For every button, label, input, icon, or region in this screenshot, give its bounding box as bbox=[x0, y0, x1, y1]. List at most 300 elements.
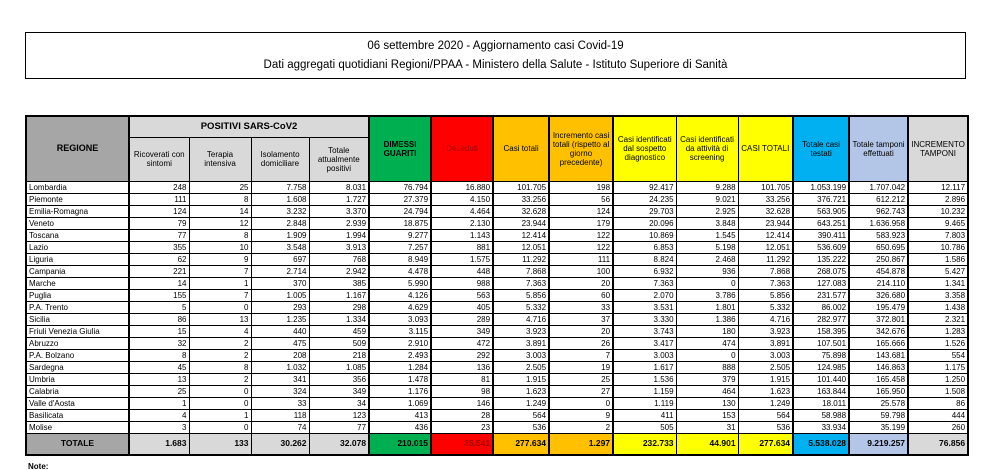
value-cell: 1.053.199 bbox=[793, 181, 849, 193]
total-value-cell: 277.634 bbox=[738, 433, 793, 455]
value-cell: 111 bbox=[549, 253, 613, 265]
value-cell: 155 bbox=[129, 289, 189, 301]
column-header-screening: Casi identificati da attività di screening bbox=[676, 116, 738, 181]
value-cell: 214.110 bbox=[849, 277, 908, 289]
value-cell: 12.051 bbox=[738, 241, 793, 253]
region-name-cell: Friuli Venezia Giulia bbox=[26, 325, 129, 337]
value-cell: 768 bbox=[309, 253, 369, 265]
value-cell: 33.934 bbox=[793, 421, 849, 433]
total-value-cell: 210.015 bbox=[369, 433, 431, 455]
value-cell: 448 bbox=[431, 265, 493, 277]
value-cell: 20.096 bbox=[613, 217, 676, 229]
value-cell: 135.222 bbox=[793, 253, 849, 265]
total-value-cell: 5.538.028 bbox=[793, 433, 849, 455]
value-cell: 6.853 bbox=[613, 241, 676, 253]
value-cell: 1.478 bbox=[369, 373, 431, 385]
value-cell: 1.545 bbox=[676, 229, 738, 241]
value-cell: 208 bbox=[251, 349, 309, 361]
value-cell: 0 bbox=[189, 397, 251, 409]
value-cell: 3.923 bbox=[738, 325, 793, 337]
value-cell: 650.695 bbox=[849, 241, 908, 253]
region-name-cell: Sicilia bbox=[26, 313, 129, 325]
value-cell: 1.915 bbox=[493, 373, 549, 385]
region-name-cell: Marche bbox=[26, 277, 129, 289]
value-cell: 1.707.042 bbox=[849, 181, 908, 193]
value-cell: 268.075 bbox=[793, 265, 849, 277]
value-cell: 342.676 bbox=[849, 325, 908, 337]
table-row bbox=[26, 349, 968, 361]
region-name-cell: Veneto bbox=[26, 217, 129, 229]
value-cell: 436 bbox=[369, 421, 431, 433]
value-cell: 59.798 bbox=[849, 409, 908, 421]
value-cell: 3.531 bbox=[613, 301, 676, 313]
value-cell: 218 bbox=[309, 349, 369, 361]
total-value-cell: 1.297 bbox=[549, 433, 613, 455]
value-cell: 2 bbox=[189, 349, 251, 361]
value-cell: 1.032 bbox=[251, 361, 309, 373]
value-cell: 13 bbox=[129, 373, 189, 385]
column-header-ricoverati: Ricoverati con sintomi bbox=[129, 137, 189, 181]
value-cell: 127.083 bbox=[793, 277, 849, 289]
value-cell: 100 bbox=[549, 265, 613, 277]
value-cell: 32.628 bbox=[493, 205, 549, 217]
report-title-box bbox=[25, 32, 966, 79]
value-cell: 19 bbox=[549, 361, 613, 373]
value-cell: 3.358 bbox=[908, 289, 968, 301]
value-cell: 1.617 bbox=[613, 361, 676, 373]
value-cell: 9.288 bbox=[676, 181, 738, 193]
value-cell: 101.705 bbox=[738, 181, 793, 193]
value-cell: 12.414 bbox=[493, 229, 549, 241]
value-cell: 20 bbox=[549, 325, 613, 337]
value-cell: 7.758 bbox=[251, 181, 309, 193]
value-cell: 3.370 bbox=[309, 205, 369, 217]
value-cell: 583.923 bbox=[849, 229, 908, 241]
value-cell: 11.292 bbox=[738, 253, 793, 265]
value-cell: 888 bbox=[676, 361, 738, 373]
value-cell: 2.714 bbox=[251, 265, 309, 277]
value-cell: 12 bbox=[189, 217, 251, 229]
value-cell: 1.575 bbox=[431, 253, 493, 265]
table-row bbox=[26, 373, 968, 385]
value-cell: 413 bbox=[369, 409, 431, 421]
table-row bbox=[26, 313, 968, 325]
value-cell: 1.005 bbox=[251, 289, 309, 301]
value-cell: 459 bbox=[309, 325, 369, 337]
value-cell: 1.508 bbox=[908, 385, 968, 397]
value-cell: 25 bbox=[189, 181, 251, 193]
total-value-cell: 1.683 bbox=[129, 433, 189, 455]
value-cell: 349 bbox=[431, 325, 493, 337]
value-cell: 405 bbox=[431, 301, 493, 313]
value-cell: 936 bbox=[676, 265, 738, 277]
value-cell: 7.363 bbox=[493, 277, 549, 289]
value-cell: 5.856 bbox=[493, 289, 549, 301]
value-cell: 3 bbox=[129, 421, 189, 433]
value-cell: 475 bbox=[251, 337, 309, 349]
value-cell: 1.249 bbox=[738, 397, 793, 409]
value-cell: 10.786 bbox=[908, 241, 968, 253]
value-cell: 5.990 bbox=[369, 277, 431, 289]
value-cell: 101.705 bbox=[493, 181, 549, 193]
region-name-cell: Toscana bbox=[26, 229, 129, 241]
value-cell: 1.176 bbox=[369, 385, 431, 397]
value-cell: 7.868 bbox=[493, 265, 549, 277]
value-cell: 3.548 bbox=[251, 241, 309, 253]
column-header-incremento-casi: Incremento casi totali (rispetto al giorno precedente) bbox=[549, 116, 613, 181]
value-cell: 5 bbox=[129, 301, 189, 313]
value-cell: 3.232 bbox=[251, 205, 309, 217]
value-cell: 563.905 bbox=[793, 205, 849, 217]
value-cell: 260 bbox=[908, 421, 968, 433]
value-cell: 248 bbox=[129, 181, 189, 193]
value-cell: 5.332 bbox=[738, 301, 793, 313]
value-cell: 6.932 bbox=[613, 265, 676, 277]
value-cell: 0 bbox=[189, 385, 251, 397]
value-cell: 612.212 bbox=[849, 193, 908, 205]
value-cell: 282.977 bbox=[793, 313, 849, 325]
value-cell: 124 bbox=[129, 205, 189, 217]
covid-data-table bbox=[25, 115, 969, 456]
value-cell: 1.636.958 bbox=[849, 217, 908, 229]
column-header-deceduti: Deceduti bbox=[431, 116, 493, 181]
value-cell: 165.950 bbox=[849, 385, 908, 397]
value-cell: 9.021 bbox=[676, 193, 738, 205]
value-cell: 4.716 bbox=[738, 313, 793, 325]
value-cell: 13 bbox=[189, 313, 251, 325]
region-name-cell: P.A. Bolzano bbox=[26, 349, 129, 361]
table-row bbox=[26, 277, 968, 289]
value-cell: 292 bbox=[431, 349, 493, 361]
value-cell: 1.284 bbox=[369, 361, 431, 373]
value-cell: 0 bbox=[189, 421, 251, 433]
value-cell: 3.891 bbox=[493, 337, 549, 349]
value-cell: 2.468 bbox=[676, 253, 738, 265]
value-cell: 14 bbox=[189, 205, 251, 217]
table-row bbox=[26, 265, 968, 277]
value-cell: 7 bbox=[189, 289, 251, 301]
value-cell: 34 bbox=[309, 397, 369, 409]
value-cell: 165.666 bbox=[849, 337, 908, 349]
value-cell: 2.505 bbox=[738, 361, 793, 373]
value-cell: 12.117 bbox=[908, 181, 968, 193]
value-cell: 341 bbox=[251, 373, 309, 385]
value-cell: 5.198 bbox=[676, 241, 738, 253]
table-row bbox=[26, 337, 968, 349]
value-cell: 8 bbox=[189, 361, 251, 373]
value-cell: 3.115 bbox=[369, 325, 431, 337]
value-cell: 86 bbox=[129, 313, 189, 325]
region-name-cell: Emilia-Romagna bbox=[26, 205, 129, 217]
value-cell: 35.199 bbox=[849, 421, 908, 433]
column-header-casi-totali: Casi totali bbox=[493, 116, 549, 181]
value-cell: 33.256 bbox=[493, 193, 549, 205]
value-cell: 8 bbox=[189, 229, 251, 241]
value-cell: 536 bbox=[738, 421, 793, 433]
value-cell: 77 bbox=[309, 421, 369, 433]
value-cell: 7.363 bbox=[613, 277, 676, 289]
value-cell: 3.786 bbox=[676, 289, 738, 301]
value-cell: 1.438 bbox=[908, 301, 968, 313]
value-cell: 2 bbox=[549, 421, 613, 433]
value-cell: 5.332 bbox=[493, 301, 549, 313]
total-value-cell: 35.541 bbox=[431, 433, 493, 455]
table-row bbox=[26, 205, 968, 217]
value-cell: 20 bbox=[549, 277, 613, 289]
table-row bbox=[26, 301, 968, 313]
value-cell: 118 bbox=[251, 409, 309, 421]
value-cell: 31 bbox=[676, 421, 738, 433]
column-header-attualmente-positivi: Totale attualmente positivi bbox=[309, 137, 369, 181]
value-cell: 24.794 bbox=[369, 205, 431, 217]
value-cell: 1.994 bbox=[309, 229, 369, 241]
value-cell: 7.868 bbox=[738, 265, 793, 277]
table-row bbox=[26, 289, 968, 301]
value-cell: 454.878 bbox=[849, 265, 908, 277]
column-header-casi-testati: Totale casi testati bbox=[793, 116, 849, 181]
value-cell: 33.256 bbox=[738, 193, 793, 205]
value-cell: 33 bbox=[549, 301, 613, 313]
value-cell: 58.988 bbox=[793, 409, 849, 421]
value-cell: 7 bbox=[189, 265, 251, 277]
value-cell: 23.944 bbox=[493, 217, 549, 229]
value-cell: 18.875 bbox=[369, 217, 431, 229]
value-cell: 180 bbox=[676, 325, 738, 337]
value-cell: 1.249 bbox=[493, 397, 549, 409]
value-cell: 81 bbox=[431, 373, 493, 385]
value-cell: 298 bbox=[309, 301, 369, 313]
value-cell: 3.923 bbox=[493, 325, 549, 337]
report-title-line2: Dati aggregati quotidiani Regioni/PPAA - Ministero della Salute - Istituto Superiore di Sanità bbox=[263, 59, 728, 71]
value-cell: 326.680 bbox=[849, 289, 908, 301]
value-cell: 324 bbox=[251, 385, 309, 397]
value-cell: 505 bbox=[613, 421, 676, 433]
value-cell: 25 bbox=[549, 373, 613, 385]
value-cell: 356 bbox=[309, 373, 369, 385]
table-row bbox=[26, 421, 968, 433]
value-cell: 289 bbox=[431, 313, 493, 325]
value-cell: 2.130 bbox=[431, 217, 493, 229]
value-cell: 29.703 bbox=[613, 205, 676, 217]
value-cell: 98 bbox=[431, 385, 493, 397]
value-cell: 25 bbox=[129, 385, 189, 397]
value-cell: 3.330 bbox=[613, 313, 676, 325]
value-cell: 379 bbox=[676, 373, 738, 385]
value-cell: 9.465 bbox=[908, 217, 968, 229]
region-name-cell: Lazio bbox=[26, 241, 129, 253]
table-row bbox=[26, 181, 968, 193]
value-cell: 355 bbox=[129, 241, 189, 253]
table-row bbox=[26, 409, 968, 421]
value-cell: 564 bbox=[493, 409, 549, 421]
column-group-positivi: POSITIVI SARS-CoV2 bbox=[129, 116, 369, 137]
column-header-tamponi-effettuati: Totale tamponi effettuati bbox=[849, 116, 908, 181]
value-cell: 2 bbox=[189, 337, 251, 349]
value-cell: 16.880 bbox=[431, 181, 493, 193]
column-header-terapia-intensiva: Terapia intensiva bbox=[189, 137, 251, 181]
value-cell: 123 bbox=[309, 409, 369, 421]
value-cell: 25.578 bbox=[849, 397, 908, 409]
value-cell: 2 bbox=[189, 373, 251, 385]
region-name-cell: Puglia bbox=[26, 289, 129, 301]
total-value-cell: 76.856 bbox=[908, 433, 968, 455]
value-cell: 2.939 bbox=[309, 217, 369, 229]
value-cell: 92.417 bbox=[613, 181, 676, 193]
table-row bbox=[26, 193, 968, 205]
value-cell: 3.417 bbox=[613, 337, 676, 349]
table-row bbox=[26, 229, 968, 241]
value-cell: 4 bbox=[189, 325, 251, 337]
value-cell: 163.844 bbox=[793, 385, 849, 397]
value-cell: 0 bbox=[676, 277, 738, 289]
value-cell: 564 bbox=[738, 409, 793, 421]
value-cell: 2.070 bbox=[613, 289, 676, 301]
value-cell: 1 bbox=[129, 397, 189, 409]
value-cell: 231.577 bbox=[793, 289, 849, 301]
value-cell: 554 bbox=[908, 349, 968, 361]
region-name-cell: Abruzzo bbox=[26, 337, 129, 349]
value-cell: 79 bbox=[129, 217, 189, 229]
value-cell: 5.427 bbox=[908, 265, 968, 277]
value-cell: 370 bbox=[251, 277, 309, 289]
value-cell: 372.801 bbox=[849, 313, 908, 325]
value-cell: 45 bbox=[129, 361, 189, 373]
value-cell: 12.414 bbox=[738, 229, 793, 241]
value-cell: 143.681 bbox=[849, 349, 908, 361]
total-label-cell: TOTALE bbox=[26, 433, 129, 455]
value-cell: 1.386 bbox=[676, 313, 738, 325]
value-cell: 643.251 bbox=[793, 217, 849, 229]
value-cell: 24.235 bbox=[613, 193, 676, 205]
value-cell: 1.167 bbox=[309, 289, 369, 301]
value-cell: 146 bbox=[431, 397, 493, 409]
value-cell: 107.501 bbox=[793, 337, 849, 349]
report-title-line1: 06 settembre 2020 - Aggiornamento casi Covid-19 bbox=[367, 40, 624, 52]
value-cell: 1.915 bbox=[738, 373, 793, 385]
column-header-dimessi-guariti: DIMESSI GUARITI bbox=[369, 116, 431, 181]
value-cell: 1.536 bbox=[613, 373, 676, 385]
value-cell: 1.235 bbox=[251, 313, 309, 325]
value-cell: 165.458 bbox=[849, 373, 908, 385]
region-name-cell: Campania bbox=[26, 265, 129, 277]
value-cell: 12.051 bbox=[493, 241, 549, 253]
value-cell: 27 bbox=[549, 385, 613, 397]
value-cell: 1.334 bbox=[309, 313, 369, 325]
value-cell: 2.896 bbox=[908, 193, 968, 205]
value-cell: 4.464 bbox=[431, 205, 493, 217]
value-cell: 3.891 bbox=[738, 337, 793, 349]
value-cell: 7 bbox=[549, 349, 613, 361]
value-cell: 0 bbox=[189, 301, 251, 313]
value-cell: 1.143 bbox=[431, 229, 493, 241]
value-cell: 2.321 bbox=[908, 313, 968, 325]
value-cell: 376.721 bbox=[793, 193, 849, 205]
value-cell: 11.292 bbox=[493, 253, 549, 265]
value-cell: 9.277 bbox=[369, 229, 431, 241]
value-cell: 124.985 bbox=[793, 361, 849, 373]
value-cell: 2.925 bbox=[676, 205, 738, 217]
value-cell: 10.869 bbox=[613, 229, 676, 241]
value-cell: 697 bbox=[251, 253, 309, 265]
column-header-isolamento: Isolamento domiciliare bbox=[251, 137, 309, 181]
value-cell: 250.867 bbox=[849, 253, 908, 265]
value-cell: 86 bbox=[908, 397, 968, 409]
value-cell: 32.628 bbox=[738, 205, 793, 217]
value-cell: 988 bbox=[431, 277, 493, 289]
table-header bbox=[26, 116, 968, 181]
table-row bbox=[26, 325, 968, 337]
column-header-casi-totali-upper: CASI TOTALI bbox=[738, 116, 793, 181]
value-cell: 2.910 bbox=[369, 337, 431, 349]
region-name-cell: Liguria bbox=[26, 253, 129, 265]
value-cell: 3.093 bbox=[369, 313, 431, 325]
value-cell: 10.232 bbox=[908, 205, 968, 217]
value-cell: 563 bbox=[431, 289, 493, 301]
value-cell: 23.944 bbox=[738, 217, 793, 229]
value-cell: 3.003 bbox=[493, 349, 549, 361]
column-header-incremento-tamponi: INCREMENTO TAMPONI bbox=[908, 116, 968, 181]
column-header-sospetto-diagnostico: Casi identificati dal sospetto diagnostico bbox=[613, 116, 676, 181]
table-row bbox=[26, 397, 968, 409]
value-cell: 14 bbox=[129, 277, 189, 289]
value-cell: 10 bbox=[189, 241, 251, 253]
table-row bbox=[26, 385, 968, 397]
value-cell: 2.493 bbox=[369, 349, 431, 361]
value-cell: 472 bbox=[431, 337, 493, 349]
value-cell: 76.794 bbox=[369, 181, 431, 193]
value-cell: 0 bbox=[676, 349, 738, 361]
value-cell: 1.085 bbox=[309, 361, 369, 373]
value-cell: 37 bbox=[549, 313, 613, 325]
value-cell: 221 bbox=[129, 265, 189, 277]
value-cell: 1.727 bbox=[309, 193, 369, 205]
total-value-cell: 277.634 bbox=[493, 433, 549, 455]
value-cell: 1.119 bbox=[613, 397, 676, 409]
value-cell: 111 bbox=[129, 193, 189, 205]
value-cell: 27.379 bbox=[369, 193, 431, 205]
value-cell: 1 bbox=[189, 409, 251, 421]
table-total-row bbox=[26, 433, 968, 455]
value-cell: 390.411 bbox=[793, 229, 849, 241]
table-body bbox=[26, 181, 968, 455]
region-name-cell: Sardegna bbox=[26, 361, 129, 373]
value-cell: 2.848 bbox=[251, 217, 309, 229]
value-cell: 9 bbox=[549, 409, 613, 421]
value-cell: 62 bbox=[129, 253, 189, 265]
value-cell: 411 bbox=[613, 409, 676, 421]
value-cell: 130 bbox=[676, 397, 738, 409]
region-name-cell: Calabria bbox=[26, 385, 129, 397]
table-row bbox=[26, 253, 968, 265]
value-cell: 60 bbox=[549, 289, 613, 301]
value-cell: 8.031 bbox=[309, 181, 369, 193]
value-cell: 86.002 bbox=[793, 301, 849, 313]
value-cell: 8 bbox=[129, 349, 189, 361]
value-cell: 1.586 bbox=[908, 253, 968, 265]
value-cell: 18.011 bbox=[793, 397, 849, 409]
value-cell: 4.716 bbox=[493, 313, 549, 325]
value-cell: 4.126 bbox=[369, 289, 431, 301]
region-name-cell: Molise bbox=[26, 421, 129, 433]
value-cell: 1.283 bbox=[908, 325, 968, 337]
value-cell: 2.505 bbox=[493, 361, 549, 373]
region-name-cell: Piemonte bbox=[26, 193, 129, 205]
value-cell: 2.942 bbox=[309, 265, 369, 277]
value-cell: 122 bbox=[549, 241, 613, 253]
value-cell: 26 bbox=[549, 337, 613, 349]
value-cell: 4.629 bbox=[369, 301, 431, 313]
value-cell: 1.069 bbox=[369, 397, 431, 409]
